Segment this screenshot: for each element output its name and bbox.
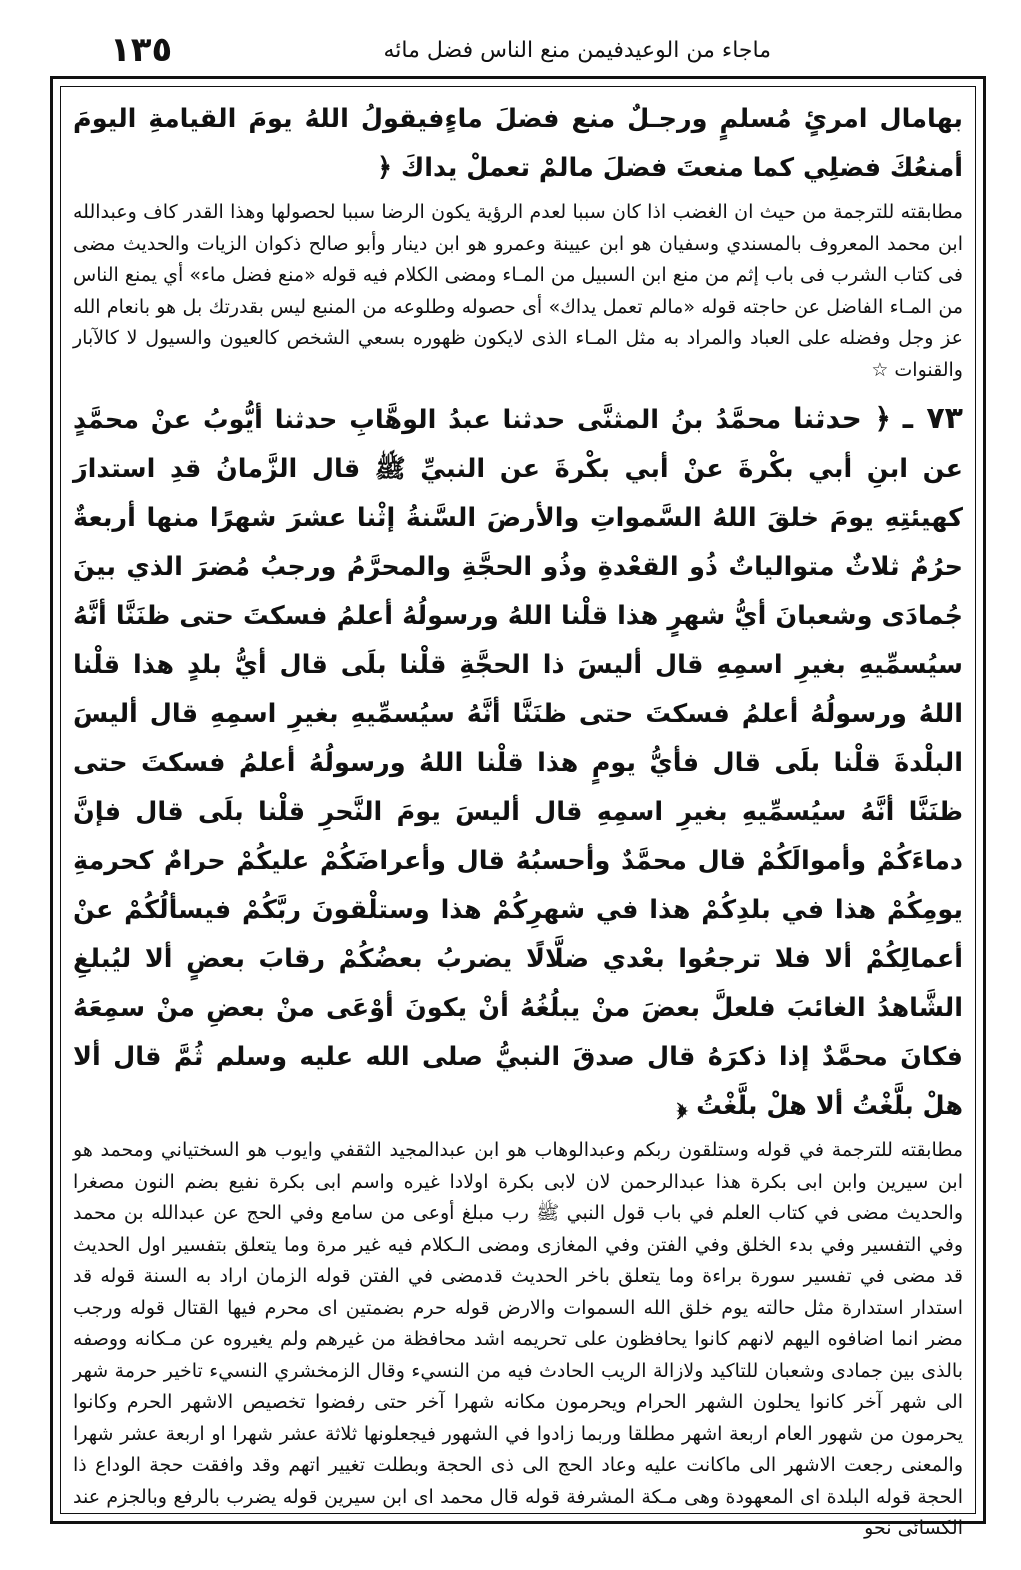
text-frame [60,86,976,1539]
commentary-paragraph [73,1135,963,1545]
page-number: ١٣٥ [110,30,173,70]
hadith-text-continued [73,95,963,193]
spacer [73,386,963,394]
hadith-text: بهامال امرئٍ مُسلمٍ ورجـلٌ منع فضلَ ماءٍفيقولُ اللهُ يومَ القيامةِ اليومَ أمنعُكَ فضلِي كما منعتَ فضلَ مالمْ تعملْ يداكَ ﴿ [73,104,963,183]
commentary-text: مطابقته للترجمة من حيث ان الغضب اذا كان سببا لعدم الرؤية يكون الرضا سببا لحصولها وهذا القدر كاف وعبدالله ابن محمد المعروف بالمسندي وسفيان هو ابن عيينة وعمرو هو ابن دينار وأبو صالح ذكوان الزيات والحديث مضى فى كتاب الشرب فى باب إثم من منع ابن السبيل من المـاء ومضى الكلام فيه قوله «منع فضل ماء» أي يمنع الناس من المـاء الفاضل عن حاجته قوله «مالم تعمل يداك» أى حصوله وطلوعه من المنبع ليس بقدرتك بل هو بانعام الله عز وجل وفضله على العباد والمراد به مثل المـاء الذى لايكون ظهوره بسعي الشخص كالعيون والسيول لا كالآبار والقنوات ☆ [73,201,963,381]
commentary-paragraph [73,197,963,386]
commentary-text: مطابقته للترجمة في قوله وستلقون ربكم وعبدالوهاب هو ابن عبدالمجيد الثقفي وايوب هو السختياني ومحمد هو ابن سيرين وابن ابى بكرة هذا عبدالرحمن لان لابى بكرة اولادا غيره واسم ابى بكرة نفيع بضم النون مصغرا والحديث مضى في كتاب العلم في باب قول النبي ﷺ رب مبلغ أوعى من سامع وفي الحج عن عبدالله بن محمد وفي التفسير وفي بدء الخلق وفي الفتن وفي المغازى ومضى الـكلام فيه غير مرة وما يتعلق بتفسير اول الحديث قد مضى في تفسير سورة براءة وما يتعلق باخر الحديث قدمضى في الفتن قوله الزمان اراد به السنة قوله قد استدار استدارة مثل حالته يوم خلق الله السموات والارض قوله حرم بضمتين اى محرم فيها القتال قوله ورجب مضر انما اضافوه اليهم لانهم كانوا يحافظون على تحريمه اشد محافظة من غيرهم ولم يغيروه عن مـكانه ووصفه بالذى بين جمادى وشعبان للتاكيد ولازالة الريب الحادث فيه من النسيء وقال الزمخشري النسيء تاخير حرمة شهر الى شهر آخر كانوا يحلون الشهر الحرام ويحرمون مكانه شهرا آخر حتى رفضوا تخصيص الاشهر الحرم وكانوا يحرمون من شهور العام اربعة اشهر مطلقا وربما زادوا في الشهور فيجعلونها ثلاثة عشر شهرا او اربعة عشر شهرا والمعنى رجعت الاشهر الى ماكانت عليه وعاد الحج الى ذى الحجة وبطلت تغيير اتهم وقد وافقت حجة الوداع ذا الحجة قوله البلدة اى المعهودة وهى مـكة المشرفة قوله قال محمد اى ابن سيرين قوله يضرب بالرفع وبالجزم عند الكسائى نحو [73,1139,963,1539]
hadith-73 [73,394,963,1131]
haddathana-marker: ﴿ حدثنا [793,402,891,435]
running-header: ماجاء من الوعيدفيمن منع الناس فضل مائه [383,38,771,63]
hadith-number: ٧٣ ـ [902,401,963,436]
hadith-text: محمَّدُ بنُ المثنَّى حدثنا عبدُ الوهَّابِ حدثنا أيُّوبُ عنْ محمَّدٍ عن ابنِ أبي بكْرةَ عنْ أبي بكْرةَ عن النبيِّ ﷺ قال الزَّمانُ قدِ استدارَ كهيئتِهِ يومَ خلقَ اللهُ السَّمواتِ والأرضَ السَّنةُ إثْنا عشرَ شهرًا منها أربعةٌ حرُمٌ ثلاثٌ متوالياتٌ ذُو القعْدةِ وذُو الحجَّةِ والمحرَّمُ ورجبُ مُضرَ الذي بينَ جُمادَى وشعبانَ أيُّ شهرٍ هذا قلْنا اللهُ ورسولُهُ أعلمُ فسكتَ حتى ظنَنَّا أنَّهُ سيُسمِّيهِ بغيرِ اسمِهِ قال أليسَ ذا الحجَّةِ قلْنا بلَى قال أيُّ بلدٍ هذا قلْنا اللهُ ورسولُهُ أعلمُ فسكتَ حتى ظنَنَّا أنَّهُ سيُسمِّيهِ بغيرِ اسمِهِ قال أليسَ البلْدةَ قلْنا بلَى قال فأيُّ يومٍ هذا قلْنا اللهُ ورسولُهُ أعلمُ فسكتَ حتى ظنَنَّا أنَّهُ سيُسمِّيهِ بغيرِ اسمِهِ قال أليسَ يومَ النَّحرِ قلْنا بلَى قال فإنَّ دماءَكُمْ وأموالَكُمْ قال محمَّدٌ وأحسبُهُ قال وأعراضَكُمْ عليكُمْ حرامٌ كحرمةِ يومِكُمْ هذا في بلدِكُمْ هذا في شهرِكُمْ هذا وستلْقونَ ربَّكُمْ فيسألُكُمْ عنْ أعمالِكُمْ ألا فلا ترجعُوا بعْدي ضلَّالًا يضربُ بعضُكُمْ رقابَ بعضٍ ألا ليُبلغِ الشَّاهدُ الغائبَ فلعلَّ بعضَ منْ يبلُغُهُ أنْ يكونَ أوْعَى منْ بعضِ منْ سمِعَهُ فكانَ محمَّدٌ إذا ذكرَهُ قال صدقَ النبيُّ صلى الله عليه وسلم ثُمَّ قال ألا هلْ بلَّغْتُ ألا هلْ بلَّغْتُ ﴿ [73,405,963,1121]
